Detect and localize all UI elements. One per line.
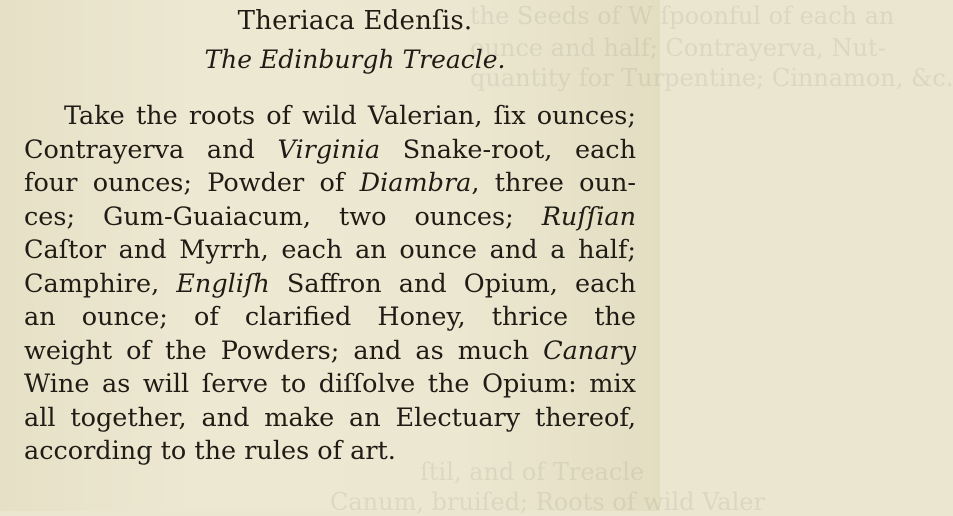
recipe-body xyxy=(24,100,636,469)
text-run: an ounce; of clarified Honey, thrice the xyxy=(24,302,636,332)
bleed-through-text: ounce and half; Contrayerva, Nut- xyxy=(470,34,886,62)
bleed-through-text: ſtil, and of Treacle xyxy=(420,458,645,486)
text-run: Caſtor and Myrrh, each an ounce and a half; xyxy=(24,235,636,265)
bleed-through-text: the Seeds of W ſpoonful of each an xyxy=(470,2,895,30)
bleed-through-text: quantity for Turpentine; Cinnamon, &c. xyxy=(470,64,953,92)
text-run: weight of the Powders; and as much xyxy=(24,335,544,366)
text-run: Wine as will ſerve to diſſolve the Opium: mix xyxy=(24,369,636,399)
text-run: Take the roots of wild Valerian, ſix ounces; xyxy=(64,101,636,131)
italic-word: Virginia xyxy=(277,134,381,165)
recipe-subtitle: The Edinburgh Treacle. xyxy=(204,45,506,74)
text-run: according to the rules of art. xyxy=(24,436,396,466)
text-run: four ounces; Powder of xyxy=(24,168,360,198)
italic-word: Engliſh xyxy=(176,268,270,299)
text-line xyxy=(24,201,636,235)
text-line xyxy=(24,167,636,201)
text-line xyxy=(24,335,636,369)
text-line xyxy=(24,134,636,168)
text-line xyxy=(24,402,636,436)
text-run: , three oun- xyxy=(471,168,636,198)
bleed-through-text: Canum, bruiſed; Roots of wild Valer xyxy=(330,488,765,516)
recipe-title: Theriaca Edenſis. xyxy=(237,6,473,36)
text-line xyxy=(24,301,636,335)
italic-word: Ruſſian xyxy=(541,201,636,232)
text-run: Camphire, xyxy=(24,268,177,299)
italic-word: Diambra xyxy=(359,168,472,198)
text-run: ces; Gum-Guaiacum, two ounces; xyxy=(24,201,542,232)
text-line xyxy=(24,435,636,469)
text-line xyxy=(24,100,636,134)
italic-word: Canary xyxy=(543,335,636,366)
text-line xyxy=(24,368,636,402)
text-run: all together, and make an Electuary thereof, xyxy=(24,402,636,433)
text-line xyxy=(24,234,636,268)
text-run: Contrayerva and xyxy=(24,134,278,165)
text-line xyxy=(24,268,636,302)
text-run: Saffron and Opium, each xyxy=(269,268,636,299)
text-run: Snake-root, each xyxy=(380,134,636,165)
